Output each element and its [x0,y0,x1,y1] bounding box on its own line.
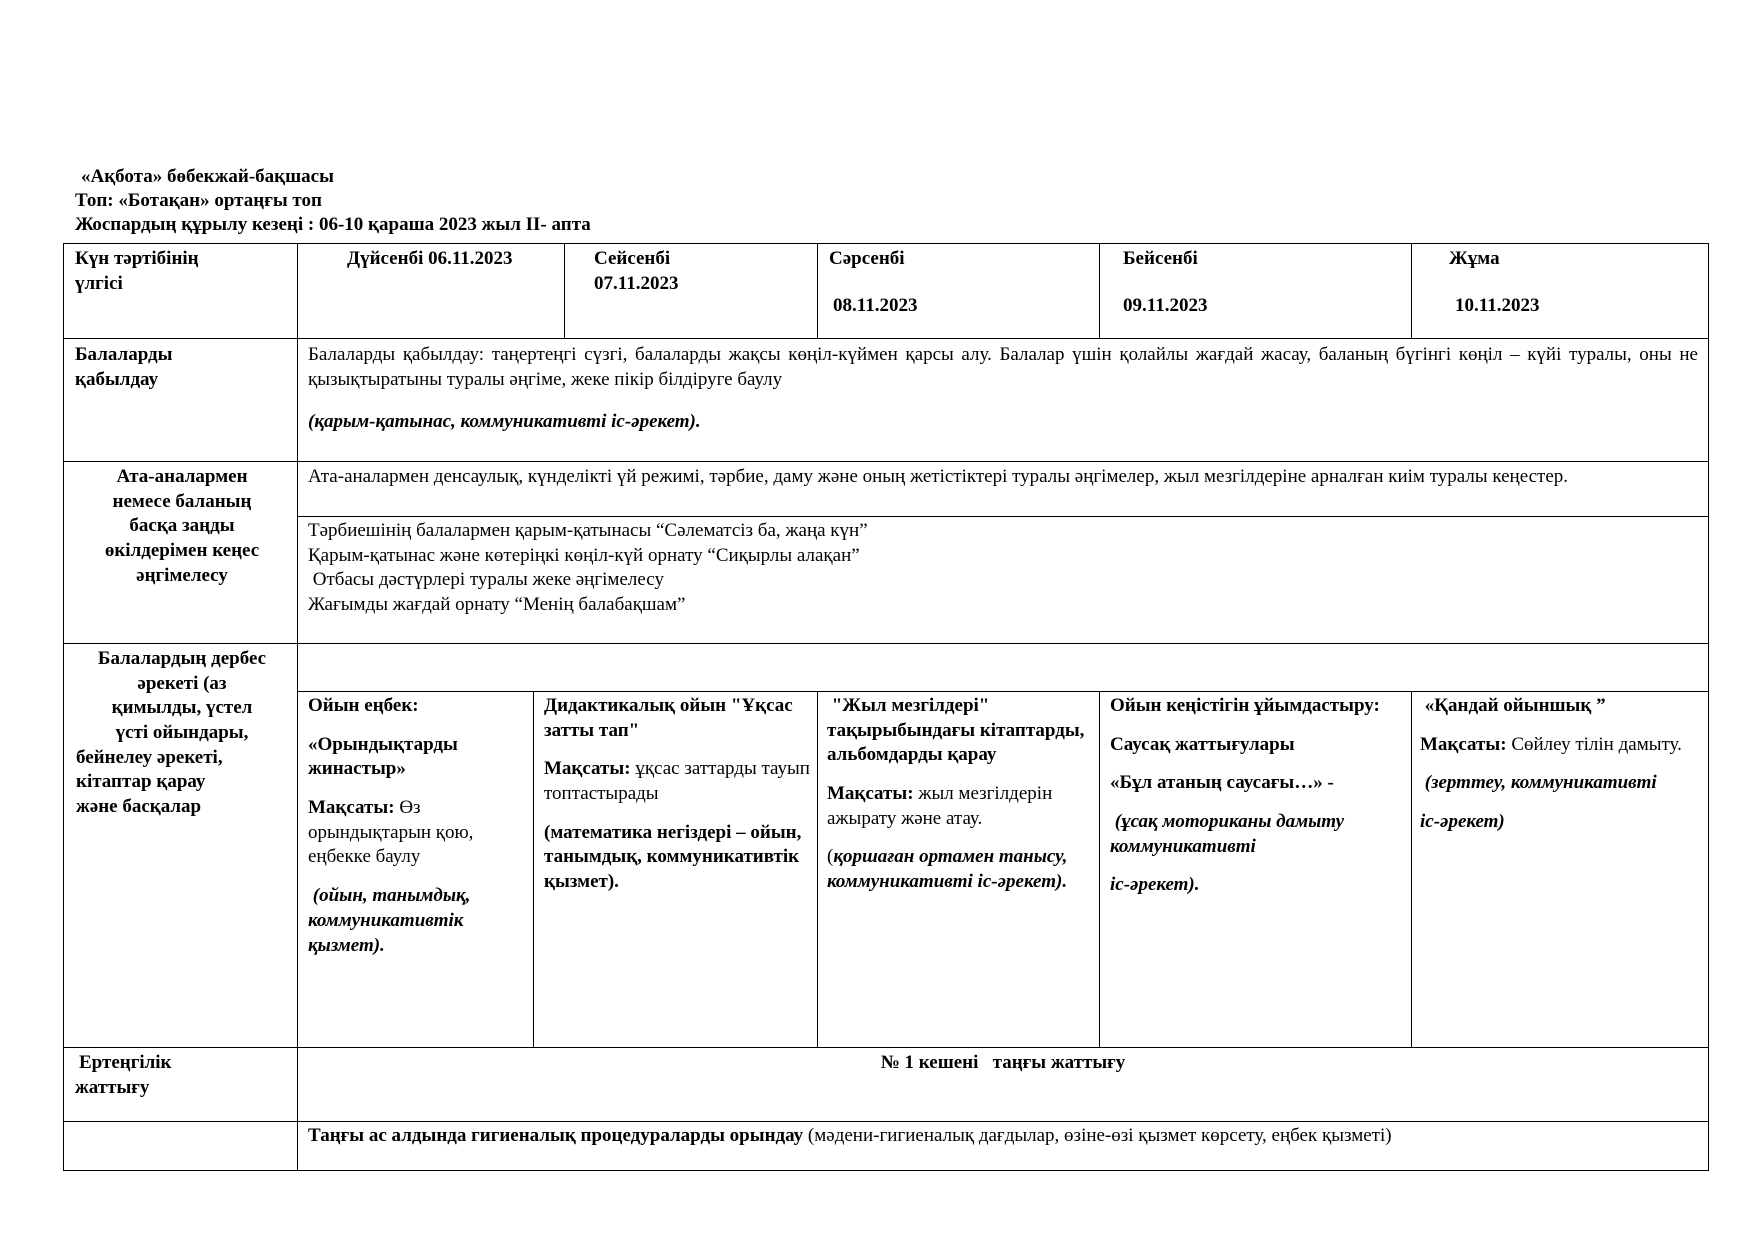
kindergarten-name: «Ақбота» бөбекжай-бақшасы [81,166,334,187]
activity-monday: Ойын еңбек: «Орындықтарды жинастыр» Мақсаты: Өз орындықтарын қою, еңбекке баулу (ойын, танымдық, коммуникативтік қызмет). [308,695,476,956]
document-header [75,165,591,237]
activity-friday: «Қандай ойыншық ” Мақсаты: Сөйлеу тілін дамыту. (зерттеу, коммуникативті іс-әрекет) [1420,695,1682,833]
parents-label: Ата-аналармен немесе баланың басқа заңды өкілдерімен кеңес әңгімелесу [104,466,260,586]
head-wednesday: Сәрсенбі 08.11.2023 [829,248,918,316]
reception-cell [308,343,1698,435]
parents-consult-text: Ата-аналармен денсаулық, күнделікті үй режимі, тәрбие, даму және оның жетістіктері туралы әңгімелер, жыл мезгілдеріне арналған киім туралы кеңестер. [308,466,1569,487]
list-item: Қарым-қатынас және көтеріңкі көңіл-күй орнату “Сиқырлы алақан” [308,544,860,566]
head-thursday: Бейсенбі 09.11.2023 [1123,248,1208,316]
list-item: Жағымды жағдай орнату “Менің балабақшам” [308,594,686,616]
plan-period: Жоспардың құрылу кезеңі : 06-10 қараша 2023 жыл ІІ- апта [75,214,591,235]
activity-tuesday: Дидактикалық ойын "Ұқсас затты тап" Мақсаты: ұқсас заттарды тауып топтастырады (математика негіздері – ойын, танымдық, коммуникативтік қызмет). [544,695,810,893]
exercise-text: № 1 кешені таңғы жаттығу [880,1052,1126,1073]
list-item: Отбасы дәстүрлері туралы жеке әңгімелесу [308,569,664,591]
reception-text: Балаларды қабылдау: таңертеңгі сүзгі, балаларды жақсы көңіл-күймен қарсы алу. Балалар үшін қолайлы жағдай жасау, баланың бүгінгі көңіл – күйі туралы, оны не қызықтыратыны туралы әңгіме, жеке пікір білдіруге баулу [308,344,1698,390]
activity-thursday: Ойын кеңістігін ұйымдастыру: Саусақ жаттығулары «Бұл атаның саусағы…» - (ұсақ моториканы дамыту коммуникативті іс-әрекет). [1110,695,1380,896]
head-schedule-label: Күн тәртібінің үлгісі [75,248,199,294]
exercise-label: Ертеңгілік жаттығу [75,1052,172,1098]
list-item: Тәрбиешінің балалармен қарым-қатынасы “Сәлематсіз ба, жаңа күн” [308,520,868,541]
hygiene-text: Таңғы ас алдында гигиеналық процедураларды орындау (мәдени-гигиеналық дағдылар, өзіне-өзі қызмет көрсету, еңбек қызметі) [308,1125,1392,1146]
head-friday: Жұма 10.11.2023 [1449,248,1540,316]
activity-wednesday: "Жыл мезгілдері" тақырыбындағы кітаптарды, альбомдарды қарау Мақсаты: жыл мезгілдерін ажырату және атау. (қоршаған ортамен танысу, коммуникативті іс-әрекет). [827,695,1090,893]
activity-label: Балалардың дербес әрекеті (аз қимылды, үстел үсті ойындары, бейнелеу әрекеті, кітаптар қарау және басқалар [76,648,267,818]
reception-label: Балаларды қабылдау [75,344,173,390]
head-monday: Дүйсенбі 06.11.2023 [347,248,513,269]
reception-note: (қарым-қатынас, коммуникативті іс-әрекет). [308,411,701,433]
group-name: Топ: «Ботақан» ортаңғы топ [75,190,322,211]
head-tuesday: Сейсенбі 07.11.2023 [594,248,679,294]
parents-talk-list [308,519,1698,618]
